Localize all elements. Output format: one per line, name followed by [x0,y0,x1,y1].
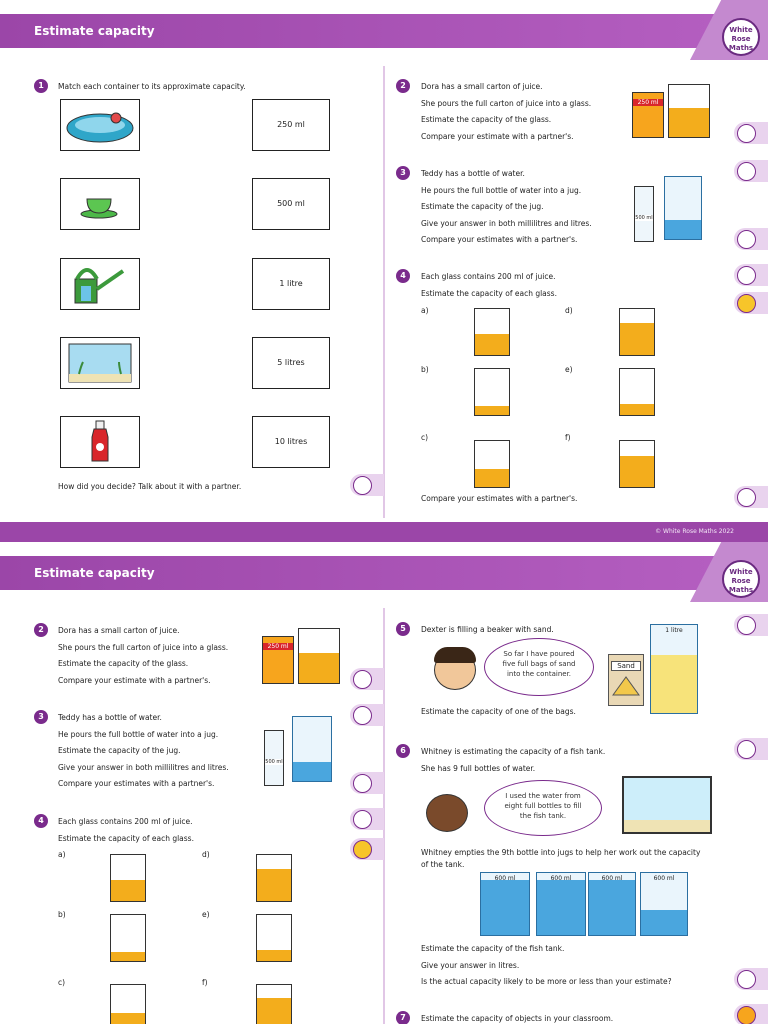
jug [664,176,702,240]
discuss-tab [350,704,384,726]
paddling-pool-icon [61,100,139,150]
question-text: Estimate the capacity of each glass. [58,834,194,843]
glass-c [110,984,146,1024]
question-footer: Compare your estimates with a partner's. [421,494,578,503]
question-text: Estimate the capacity of one of the bags. [421,707,576,716]
fish-tank [622,776,712,834]
discuss-tab [734,122,768,144]
discuss-tab [350,808,384,830]
pencil-tab [350,838,384,860]
question-text: Each glass contains 200 ml of juice. [421,272,556,281]
question-number: 4 [34,814,48,828]
question-text: Whitney empties the 9th bottle into jugs to help her work out the capacity [421,848,701,857]
capacity-card[interactable]: 500 ml [252,178,330,230]
logo-line: Maths [728,44,754,52]
question-number: 6 [396,744,410,758]
glass-e [256,914,292,962]
discuss-tab [734,738,768,760]
question-text: Each glass contains 200 ml of juice. [58,817,193,826]
discuss-tab [350,474,384,496]
activity-icon [737,1006,756,1024]
jug-label: 600 ml [601,875,623,882]
white-rose-maths-logo [722,560,760,598]
discuss-icon [737,266,756,285]
question-text: Teddy has a bottle of water. [58,713,162,722]
question-text: Dora has a small carton of juice. [421,82,543,91]
glass-d [619,308,655,356]
sand-pile-icon [609,671,643,697]
water-bottle [634,186,654,242]
glass-a [474,308,510,356]
white-rose-maths-logo [722,18,760,56]
discuss-tab [734,228,768,250]
speech-text: I used the water from eight full bottles to fill the fish tank. [504,792,582,820]
worksheet-page-2 [0,542,768,1024]
question-text: Give your answer in litres. [421,961,520,970]
question-text: Estimate the capacity of objects in your classroom. [421,1014,614,1023]
pencil-icon [737,294,756,313]
question-text: Compare your estimates with a partner's. [421,235,578,244]
jug-label: 600 ml [653,875,675,882]
fish-tank-image [60,337,140,389]
question-number: 2 [396,79,410,93]
discuss-icon [737,488,756,507]
question-number: 4 [396,269,410,283]
question-text: Estimate the capacity of the fish tank. [421,944,565,953]
logo-line: White [729,26,753,34]
glass-label: e) [202,910,210,919]
water-bottle [264,730,284,786]
question-text: Compare your estimate with a partner's. [58,676,211,685]
speech-bubble [484,780,602,836]
question-number: 2 [34,623,48,637]
glass-c [474,440,510,488]
question-text: She pours the full carton of juice into a glass. [421,99,592,108]
discuss-icon [353,706,372,725]
fish-tank-icon [61,338,139,388]
glass-label: f) [565,433,571,442]
glass-label: c) [58,978,66,987]
speech-text: So far I have poured five full bags of sand into the container. [502,650,576,678]
capacity-card[interactable]: 10 litres [252,416,330,468]
question-number: 3 [34,710,48,724]
discuss-icon [353,670,372,689]
question-text: Estimate the capacity of the jug. [421,202,544,211]
question-number: 5 [396,622,410,636]
discuss-icon [737,230,756,249]
bottle-label: 500 ml [635,215,653,221]
page-title: Estimate capacity [34,566,155,580]
question-text: Teddy has a bottle of water. [421,169,525,178]
question-text: She has 9 full bottles of water. [421,764,536,773]
question-text: Whitney is estimating the capacity of a fish tank. [421,747,606,756]
discuss-icon [353,476,372,495]
glass [668,84,710,138]
question-text: Give your answer in both millilitres and litres. [421,219,592,228]
capacity-card[interactable]: 5 litres [252,337,330,389]
jug-600ml [480,872,530,936]
logo-line: Rose [731,35,751,43]
discuss-icon [737,970,756,989]
glass-a [110,854,146,902]
question-number: 1 [34,79,48,93]
question-text: Compare your estimates with a partner's. [58,779,215,788]
discuss-icon [737,124,756,143]
jug-600ml [640,872,688,936]
question-text: Dexter is filling a beaker with sand. [421,625,554,634]
sauce-bottle-icon [61,417,139,467]
carton-label: 250 ml [263,643,293,650]
logo-line: Maths [728,586,754,594]
header-banner [0,14,720,48]
paddling-pool-image [60,99,140,151]
discuss-tab [350,772,384,794]
question-text: He pours the full bottle of water into a jug. [421,186,582,195]
glass-b [474,368,510,416]
glass-f [256,984,292,1024]
pencil-tab [734,292,768,314]
question-text: Estimate the capacity of each glass. [421,289,557,298]
glass-label: a) [58,850,66,859]
sand-beaker [650,624,698,714]
juice-carton [262,636,294,684]
jug-label: 600 ml [550,875,572,882]
page-title: Estimate capacity [34,24,155,38]
question-text: of the tank. [421,860,465,869]
copyright: © White Rose Maths 2022 [655,528,734,535]
question-text: Give your answer in both millilitres and litres. [58,763,229,772]
sand-bag-label: Sand [611,661,641,671]
teacup-icon [61,179,139,229]
glass-label: d) [202,850,210,859]
question-text: Match each container to its approximate capacity. [58,82,246,91]
page-separator [0,522,768,542]
header-banner [0,556,720,590]
activity-tab [734,1004,768,1024]
teacup-image [60,178,140,230]
question-text: Compare your estimate with a partner's. [421,132,574,141]
discuss-icon [737,740,756,759]
capacity-card[interactable]: 1 litre [252,258,330,310]
speech-bubble [484,638,594,696]
dexter-face [434,650,476,690]
column-divider [383,66,385,518]
discuss-icon [737,616,756,635]
question-text: Estimate the capacity of the glass. [421,115,552,124]
glass-label: c) [421,433,429,442]
glass-f [619,440,655,488]
discuss-tab [734,968,768,990]
jug-label: 600 ml [494,875,516,882]
question-text: Estimate the capacity of the jug. [58,746,181,755]
question-text: Is the actual capacity likely to be more or less than your estimate? [421,977,672,986]
glass-label: e) [565,365,573,374]
glass-label: a) [421,306,429,315]
question-number: 3 [396,166,410,180]
glass-d [256,854,292,902]
discuss-tab [734,614,768,636]
question-text: Dora has a small carton of juice. [58,626,180,635]
watering-can-image [60,258,140,310]
watering-can-icon [61,259,139,309]
glass-b [110,914,146,962]
question-text: He pours the full bottle of water into a jug. [58,730,219,739]
question-text: Estimate the capacity of the glass. [58,659,189,668]
question-footer: How did you decide? Talk about it with a partner. [58,482,242,491]
discuss-tab [734,486,768,508]
sauce-bottle-image [60,416,140,468]
glass-label: b) [421,365,429,374]
discuss-tab [734,264,768,286]
logo-line: Rose [731,577,751,585]
carton-label: 250 ml [633,99,663,106]
discuss-icon [353,774,372,793]
glass [298,628,340,684]
discuss-tab [734,160,768,182]
beaker-label: 1 litre [665,627,683,634]
question-text: She pours the full carton of juice into a glass. [58,643,229,652]
question-number: 7 [396,1011,410,1024]
discuss-icon [353,810,372,829]
discuss-icon [737,162,756,181]
logo-line: White [729,568,753,576]
glass-label: b) [58,910,66,919]
pencil-icon [353,840,372,859]
jug [292,716,332,782]
sand-bag [608,654,644,706]
jug-600ml [536,872,586,936]
glass-label: f) [202,978,208,987]
glass-label: d) [565,306,573,315]
glass-e [619,368,655,416]
capacity-card[interactable]: 250 ml [252,99,330,151]
jug-600ml [588,872,636,936]
bottle-label: 500 ml [265,759,283,765]
whitney-face [426,794,468,832]
discuss-tab [350,668,384,690]
juice-carton [632,92,664,138]
